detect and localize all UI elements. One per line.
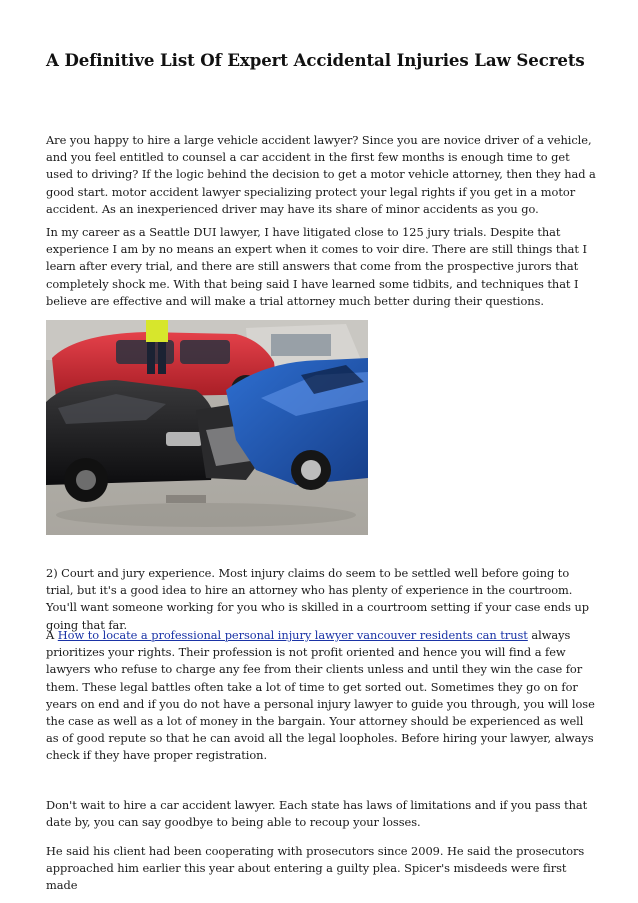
paragraph-career: In my career as a Seattle DUI lawyer, I have litigated close to 125 jury trials. Despite that experience I am by no means an expert when it comes to voir dire. There are still things that I learn after every trial, and there are still answers that come from the prospective jurors that completely shock me. With that being said I have learned some tidbits, and techniques that I believe are effective and will make a trial attorney much better during their questions. (46, 225, 587, 308)
article-title: A Definitive List Of Expert Accidental Injuries Law Secrets (46, 50, 585, 70)
paragraph-rights (46, 627, 598, 765)
personal-injury-lawyer-link[interactable]: How to locate a professional personal injury lawyer vancouver residents can trust (57, 628, 528, 642)
car-accident-photo (46, 320, 368, 535)
paragraph-court-experience: 2) Court and jury experience. Most injury claims do seem to be settled well before going to trial, but it's a good idea to hire an attorney who has plenty of experience in the courtroom. You'll want someone working for you who is skilled in a courtroom setting if your case ends up going that far. (46, 566, 590, 632)
paragraph-intro: Are you happy to hire a large vehicle accident lawyer? Since you are novice driver of a vehicle, and you feel entitled to counsel a car accident in the first few months is enough time to get used to driving? If the logic behind the decision to get a motor vehicle attorney, then they had a good start. motor accident lawyer specializing protect your legal rights if you get in a motor accident. As an inexperienced driver may have its share of minor accidents as you go. (46, 133, 596, 216)
paragraph-client: He said his client had been cooperating with prosecutors since 2009. He said the prosecutors approached him earlier this year about entering a guilty plea. Spicer's misdeeds were first made (46, 844, 585, 893)
paragraph-rights-body: always prioritizes your rights. Their profession is not profit oriented and hence you will find a few lawyers who refuse to charge any fee from their clients unless and until they win the case for them. These legal battles often take a lot of time to get sorted out. Sometimes they go on for years on end and if you do not have a personal injury lawyer to guide you through, you will lose the case as well as a lot of money in the bargain. Your attorney should be experienced as well as of good repute so that he can avoid all the legal loopholes. Before hiring your lawyer, always check if they have proper registration. (46, 628, 595, 763)
paragraph-rights-prefix: A (46, 628, 55, 642)
paragraph-limitations: Don't wait to hire a car accident lawyer. Each state has laws of limitations and if you pass that date by, you can say goodbye to being able to recoup your losses. (46, 798, 588, 830)
